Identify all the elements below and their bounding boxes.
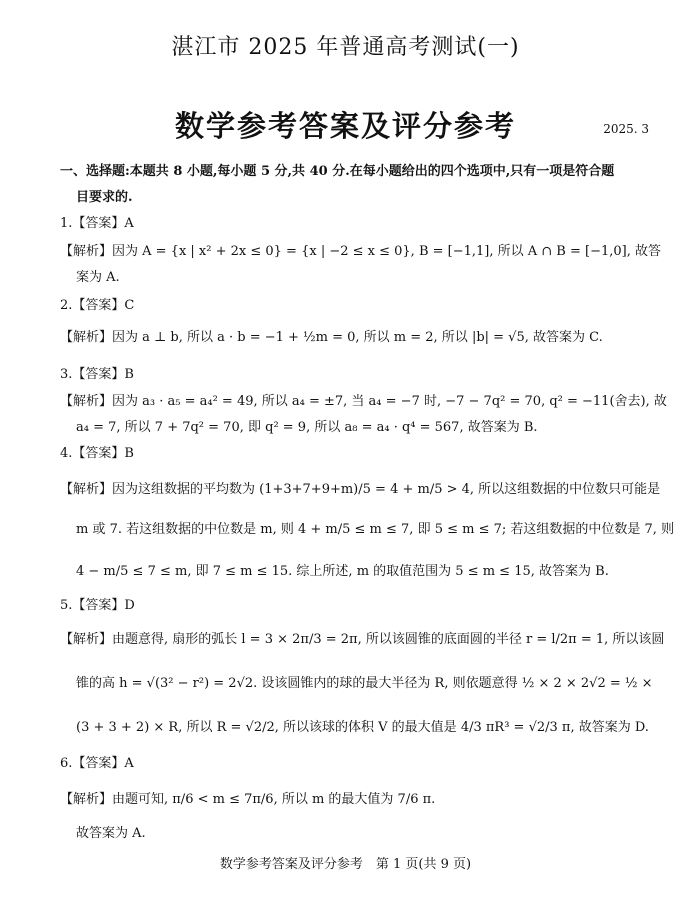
q1-answer: 1.【答案】A <box>60 216 134 231</box>
q5-analysis-line: (3 + 3 + 2) × R, 所以 R = √2/2, 所以该球的体积 V 的最大值是 4/3 πR³ = √2/3 π, 故答案为 D. <box>76 720 649 735</box>
q5-answer: 5.【答案】D <box>60 598 135 613</box>
q4-analysis-line: 4 − m/5 ≤ 7 ≤ m, 即 7 ≤ m ≤ 15. 综上所述, m 的取值范围为 5 ≤ m ≤ 15, 故答案为 B. <box>76 564 609 579</box>
q6-analysis-line: 【解析】由题可知, π/6 < m ≤ 7π/6, 所以 m 的最大值为 7/6 π. <box>60 792 436 807</box>
q6-answer: 6.【答案】A <box>60 756 134 771</box>
section-heading: 一、选择题:本题共 8 小题,每小题 5 分,共 40 分.在每小题给出的四个选项中,只有一项是符合题 <box>60 164 615 179</box>
q4-answer: 4.【答案】B <box>60 446 134 461</box>
page-title: 数学参考答案及评分参考 <box>174 109 516 143</box>
q2-analysis-line: 【解析】因为 a ⊥ b, 所以 a · b = −1 + ½m = 0, 所以 m = 2, 所以 |b| = √5, 故答案为 C. <box>60 330 603 345</box>
exam-date: 2025. 3 <box>603 122 649 136</box>
q1-analysis-line: 案为 A. <box>76 270 120 285</box>
q3-analysis-line: 【解析】因为 a₃ · a₅ = a₄² = 49, 所以 a₄ = ±7, 当 a₄ = −7 时, −7 − 7q² = 70, q² = −11(舍去), 故 <box>60 394 667 409</box>
page-footer: 数学参考答案及评分参考 第 1 页(共 9 页) <box>219 857 472 872</box>
q3-analysis-line: a₄ = 7, 所以 7 + 7q² = 70, 即 q² = 9, 所以 a₈ = a₄ · q⁴ = 567, 故答案为 B. <box>76 420 538 435</box>
q1-analysis-line: 【解析】因为 A = {x | x² + 2x ≤ 0} = {x | −2 ≤ x ≤ 0}, B = [−1,1], 所以 A ∩ B = [−1,0], 故答 <box>60 244 661 259</box>
q4-analysis-line: m 或 7. 若这组数据的中位数是 m, 则 4 + m/5 ≤ m ≤ 7, 即 5 ≤ m ≤ 7; 若这组数据的中位数是 7, 则 <box>76 522 675 537</box>
q3-answer: 3.【答案】B <box>60 367 134 382</box>
exam-title: 湛江市 2025 年普通高考测试(一) <box>171 35 520 60</box>
q4-analysis-line: 【解析】因为这组数据的平均数为 (1+3+7+9+m)/5 = 4 + m/5 > 4, 所以这组数据的中位数只可能是 <box>60 482 661 497</box>
q5-analysis-line: 【解析】由题意得, 扇形的弧长 l = 3 × 2π/3 = 2π, 所以该圆锥的底面圆的半径 r = l/2π = 1, 所以该圆 <box>60 632 665 647</box>
q6-analysis-line: 故答案为 A. <box>76 826 146 841</box>
section-heading-cont: 目要求的. <box>76 190 133 205</box>
q5-analysis-line: 锥的高 h = √(3² − r²) = 2√2. 设该圆锥内的球的最大半径为 R, 则依题意得 ½ × 2 × 2√2 = ½ × <box>76 676 653 691</box>
q2-answer: 2.【答案】C <box>60 298 135 313</box>
